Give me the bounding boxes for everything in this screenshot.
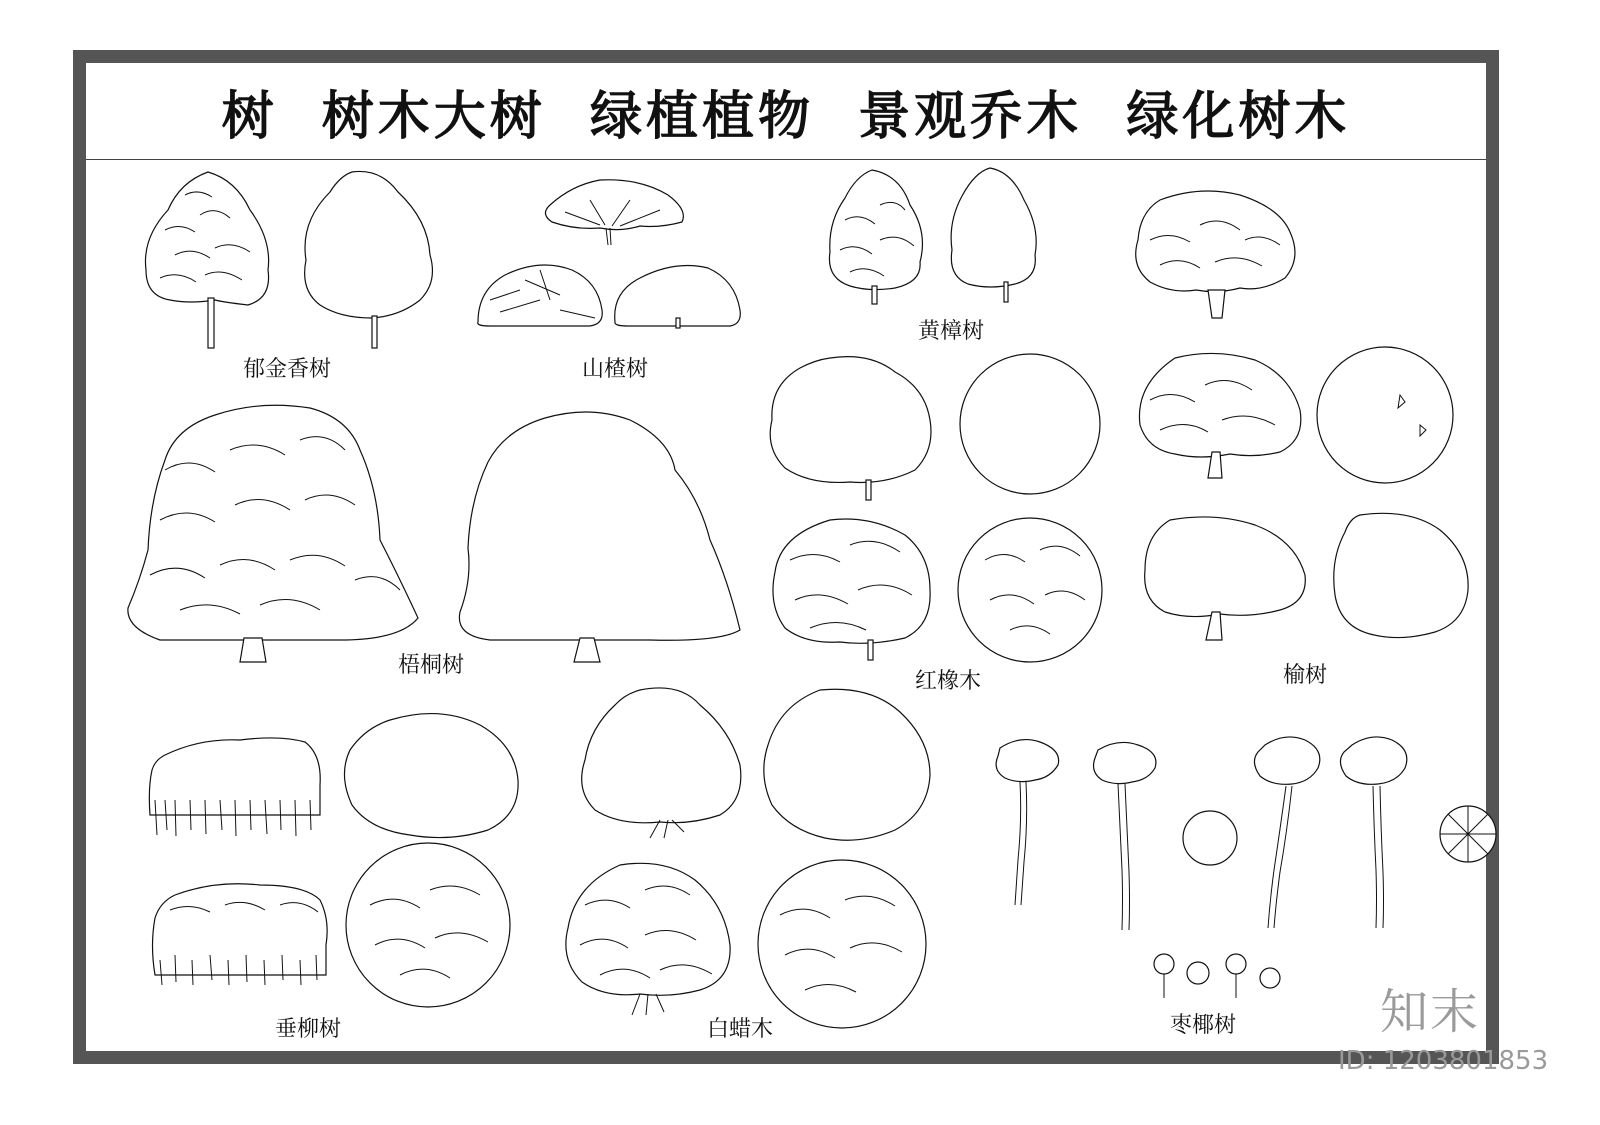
willow-tree-elevation-detailed [153, 884, 328, 985]
elm-tree-plan-detailed [1317, 347, 1453, 483]
elm-tree-elevation-outline [1145, 517, 1306, 640]
red-oak-tree-plan-detailed [958, 518, 1102, 662]
date-palm-plan-2 [1440, 806, 1496, 862]
label-date-palm: 枣椰树 [1170, 1013, 1237, 1038]
watermark-id: ID: 1203801853 [1338, 1046, 1549, 1076]
label-red-oak: 红橡木 [915, 669, 982, 694]
date-palm-plan-1 [1183, 811, 1237, 865]
label-weeping-willow: 垂柳树 [275, 1017, 342, 1042]
date-palm-elevation-1 [996, 740, 1059, 905]
willow-tree-plan-detailed [346, 843, 510, 1007]
label-elm: 榆树 [1283, 663, 1328, 688]
label-parasol-tree: 梧桐树 [398, 653, 465, 678]
elm-tree-plan-outline [1334, 513, 1468, 637]
ash-tree-plan-detailed [758, 860, 926, 1028]
red-oak-tree-elevation-detailed [773, 519, 930, 660]
label-tulip-tree: 郁金香树 [243, 357, 332, 382]
date-palm-elevation-3 [1254, 737, 1319, 928]
red-oak-tree-plan [960, 354, 1100, 494]
hawthorn-tree-elevation [545, 180, 683, 245]
label-camphor: 黄樟树 [918, 319, 985, 344]
page-title: 树 树木大树 绿植植物 景观乔木 绿化树木 [221, 86, 1351, 147]
parasol-tree-elevation-detailed [128, 405, 418, 662]
camphor-tree-elevation-outline [951, 168, 1036, 302]
willow-tree-elevation-outline [149, 738, 320, 836]
date-palm-small-set [1154, 954, 1280, 998]
ash-tree-elevation-outline [582, 688, 741, 838]
ash-tree-elevation-detailed [566, 863, 730, 1015]
hawthorn-shrub-detailed [478, 265, 603, 326]
tulip-tree-elevation-outline [305, 171, 433, 348]
parasol-tree-elevation-outline [459, 412, 740, 662]
watermark-logo: 知末 [1380, 984, 1481, 1040]
red-oak-tree-elevation-outline [770, 357, 931, 500]
date-palm-elevation-2 [1094, 742, 1156, 930]
camphor-tree-elevation-detailed [829, 170, 922, 304]
camphor-tree-spreading [1136, 191, 1295, 318]
elm-tree-elevation-detailed [1139, 353, 1300, 478]
ash-tree-plan-outline [764, 689, 930, 840]
willow-tree-plan-outline [344, 714, 518, 838]
hawthorn-shrub-outline [615, 266, 741, 328]
label-white-ash: 白蜡木 [707, 1017, 774, 1042]
date-palm-elevation-4 [1340, 737, 1406, 928]
tulip-tree-elevation-detailed [145, 172, 268, 348]
label-hawthorn: 山楂树 [582, 357, 649, 382]
